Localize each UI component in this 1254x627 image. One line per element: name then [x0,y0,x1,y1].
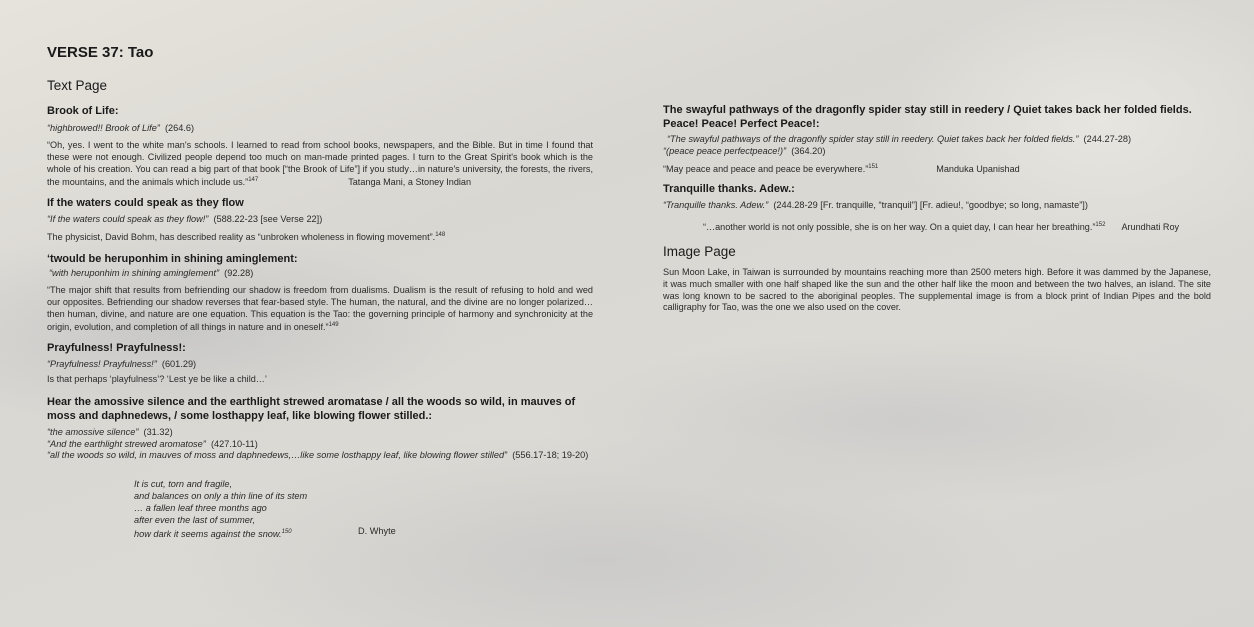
swayful-ref-1: (244.27-28) [1083,134,1132,144]
prayfulness-body: Is that perhaps ‘playfulness’? ‘Lest ye be like a child…’ [47,374,267,384]
heruponhim-quote-line [49,268,253,280]
image-page-heading: Image Page [663,244,736,259]
amossive-quote-1: “the amossive silence” [47,427,139,437]
swayful-quotes [663,134,1211,157]
heruponhim-note: 149 [328,322,339,329]
tranquille-quote-line [663,200,1211,212]
brook-note: 147 [248,177,259,184]
prayfulness-quote: “Prayfulness! Prayfulness!” [47,359,157,369]
amossive-quote-2: “And the earthlight strewed aromatose” [47,438,206,449]
poem [134,478,307,540]
poem-line-3: … a fallen leaf three months ago [134,503,267,513]
poem-line-5-wrap [134,526,307,540]
swayful-note: 151 [868,164,879,170]
poem-note: 150 [281,529,292,535]
amossive-quote-2-line [47,439,593,451]
tranquille-quote: “Tranquille thanks. Adew.” [663,200,769,210]
tranquille-note: 152 [1095,222,1106,228]
waters-ref: (588.22-23 [see Verse 22]) [213,214,323,224]
prayfulness-quote-line [47,359,196,371]
verse-title: VERSE 37: Tao [47,44,154,61]
swayful-body [663,162,1020,176]
heruponhim-quote: “with heruponhim in shining aminglement” [49,268,220,278]
poem-line-5: how dark it seems against the snow. [134,529,282,540]
prayfulness-heading: Prayfulness! Prayfulness!: [47,342,186,354]
heruponhim-body [47,285,593,334]
waters-quote: “If the waters could speak as they flow!” [47,214,209,224]
image-page-body: Sun Moon Lake, in Taiwan is surrounded by mountains reaching more than 2500 meters high. Before it was dammed by the Japanese, it was much smaller with one half shaped like the sun and the other half like the moon and between the two halves, an island. The site was long known to be sacred to the aboriginal peoples. The supplemental image is from a block print of Indian Pipes and the bold calligraphy for Tao, was the one we also used on the cover. [663,267,1211,313]
swayful-quote-1: “The swayful pathways of the dragonfly spider stay still in reedery. Quiet takes back her folded fields.” [667,134,1079,144]
waters-quote-line [47,214,322,226]
swayful-quote-2: “(peace peace perfectpeace!)” [663,145,787,156]
waters-body-text: The physicist, David Bohm, has described reality as “unbroken wholeness in flowing movement”. [47,232,436,243]
brook-quote-line [47,123,194,135]
tranquille-ref: (244.28-29 [Fr. tranquille, “tranquil”] [Fr. adieu!, “goodbye; so long, namaste”]) [773,200,1088,210]
brook-body [47,140,593,189]
brook-quote: “highbrowed!! Brook of Life” [47,123,160,133]
swayful-attribution: Manduka Upanishad [936,164,1020,175]
waters-note: 148 [435,232,446,238]
amossive-ref-3: (556.17-18; 19-20) [512,450,589,461]
amossive-heading: Hear the amossive silence and the earthlight strewed aromatase / all the woods so wild, in mauves of moss and daphnedews, / some losthappy leaf, like blowing flower stilled.: [47,396,576,422]
waters-heading: If the waters could speak as they flow [47,197,244,209]
poem-line-2: and balances on only a thin line of its stem [134,491,308,501]
brook-body-text: “Oh, yes. I went to the white man's schools. I learned to read from school books, newspapers, and the Bible. But in time I found that these were not enough. Civilized people depend too much on man-made printed pages. I turn to the Great Spirit's book which is the whole of his creation. You can read a big part of that book [“the Brook of Life”] if you study…in nature's university, the forests, the rivers, the mountains, and the animals which include us.” [47,140,593,188]
poem-attribution: D. Whyte [358,526,396,536]
text-page-heading: Text Page [47,78,108,93]
amossive-quote-3: “all the woods so wild, in mauves of moss and daphnedews,…like some losthappy leaf, like blowing flower stilled” [47,450,508,461]
brook-attribution: Tatanga Mani, a Stoney Indian [348,177,472,188]
swayful-heading: The swayful pathways of the dragonfly spider stay still in reedery / Quiet takes back her folded fields. Peace! Peace! Perfect Peace!: [663,104,1192,130]
amossive-ref-1: (31.32) [143,427,173,437]
poem-line-4: after even the last of summer, [134,515,256,525]
prayfulness-ref: (601.29) [161,359,197,369]
swayful-quote-1-line [663,134,1211,146]
brook-heading: Brook of Life: [47,105,119,117]
tranquille-heading: Tranquille thanks. Adew.: [663,183,795,195]
swayful-body-text: “May peace and peace and peace be everywhere.” [663,164,869,175]
waters-body [47,230,593,244]
tranquille-attribution: Arundhati Roy [1121,222,1180,233]
brook-ref: (264.6) [164,123,195,133]
tranquille-body-text: “…another world is not only possible, she is on her way. On a quiet day, I can hear her breathing.” [703,222,1096,233]
amossive-quote-3-line [47,450,593,462]
heruponhim-ref: (92.28) [224,268,254,278]
tranquille-body [703,220,1211,234]
heruponhim-body-text: “The major shift that results from befriending our shadow is freedom from dualisms. Dualism is the result of refusing to hold and wed our opposites. Befriending our shadow reverses that fear-based style. The human, the natural, and the divine are no longer polarized…then human, divine, and nature are one equation. This equation is the Tao: the governing principle of harmony and synchronicity at the origin, evolution, and completion of all things in nature and in oneself.” [47,285,593,333]
swayful-quote-2-line [663,146,1211,158]
poem-line-1: It is cut, torn and fragile, [134,479,233,489]
swayful-ref-2: (364.20) [791,145,826,156]
amossive-quotes [47,427,593,462]
heruponhim-heading: ‘twould be heruponhim in shining aminglement: [47,253,298,265]
amossive-ref-2: (427.10-11) [210,438,258,449]
amossive-quote-1-line [47,427,593,439]
